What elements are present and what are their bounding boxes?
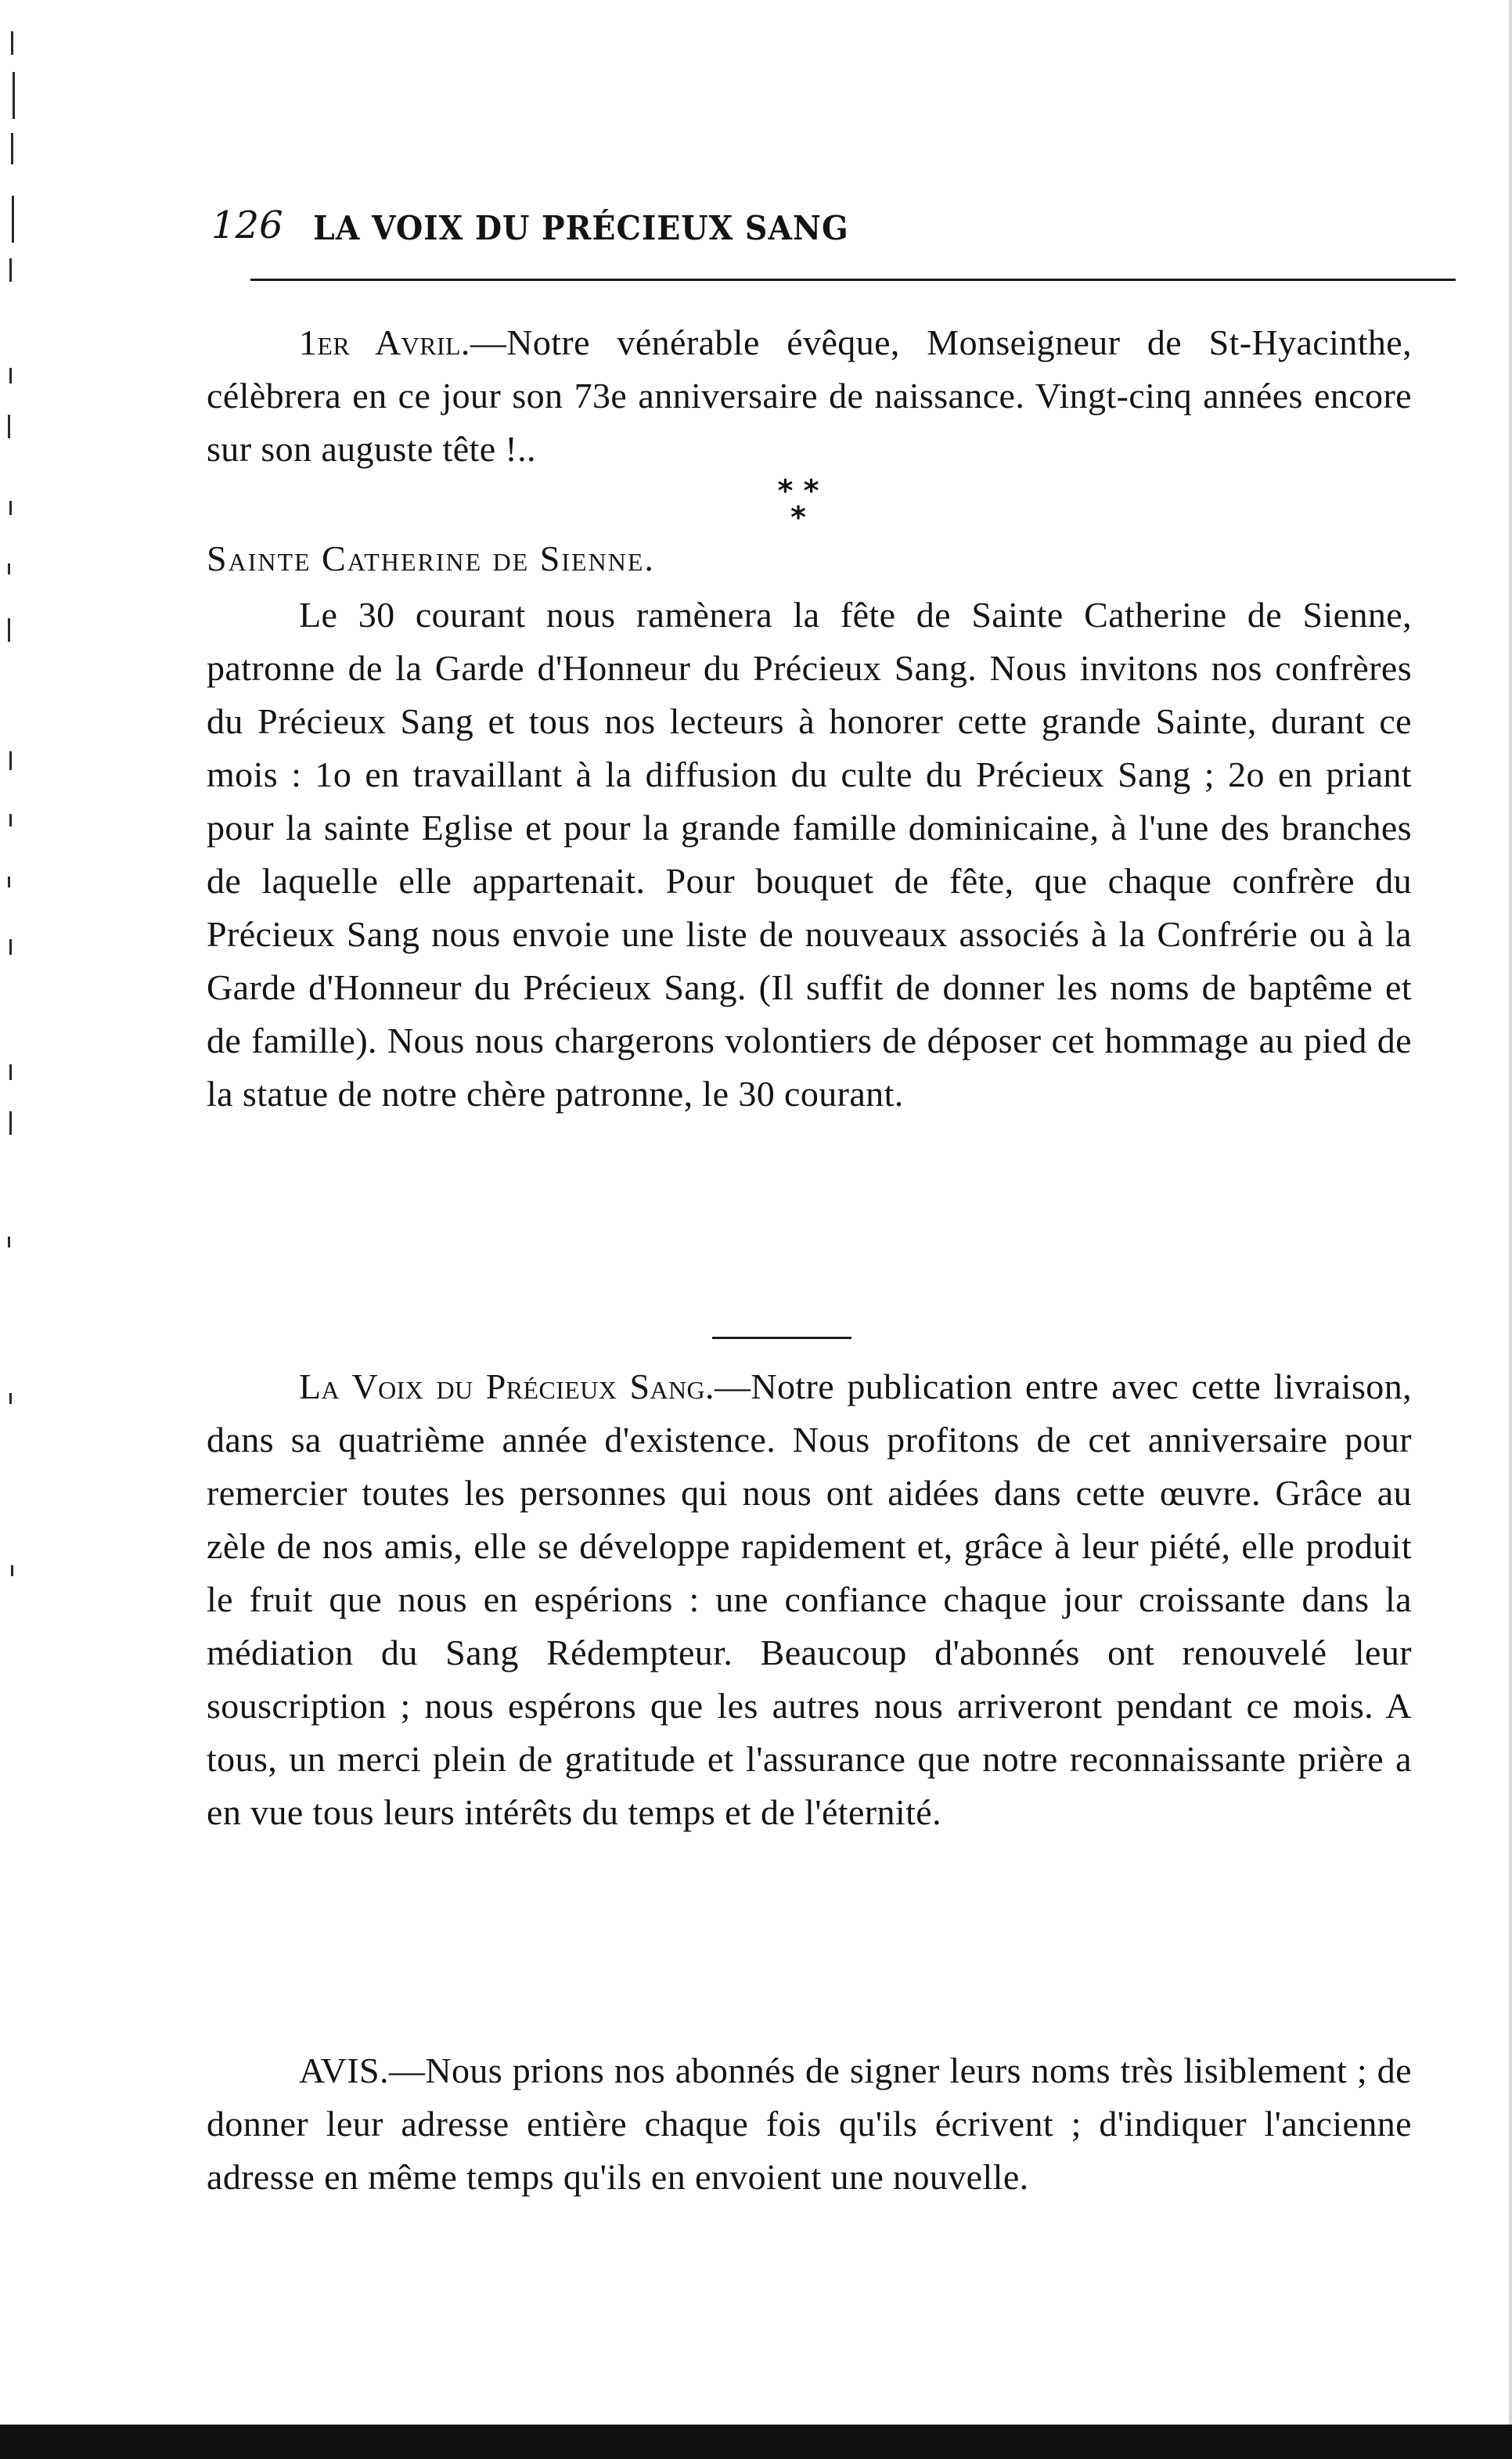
page-number: 126: [211, 203, 283, 247]
avril-text: —Notre vénérable évêque, Monseigneur de St-Hyacinthe, célèbrera en ce jour son 73e anniversaire de naissance. Vingt-cinq années encore sur son auguste tête !..: [207, 322, 1412, 469]
catherine-heading: Sainte Catherine de Sienne.: [207, 538, 655, 578]
paragraph-avril: [207, 316, 1412, 476]
section-divider: [712, 1337, 851, 1339]
section-asterism: [751, 473, 845, 535]
running-head: LA VOIX DU PRÉCIEUX SANG: [313, 209, 849, 247]
page-edge-shadow: [1509, 0, 1512, 2426]
page-header: [211, 197, 1417, 260]
voix-text: —Notre publication entre avec cette livraison, dans sa quatrième année d'existence. Nous profitons de cet anniversaire pour remercier toutes les personnes qui nous ont aidées dans cette œuvre. Grâce au zèle de nos amis, elle se développe rapidement et, grâce à leur piété, elle produit le fruit que nous en espérions : une confiance chaque jour croissante dans la médiation du Sang Rédempteur. Beaucoup d'abonnés ont renouvelé leur souscription ; nous espérons que les autres nous arriveront pendant ce mois. A tous, un merci plein de gratitude et l'assurance que notre reconnaissante prière a en vue tous leurs intérêts du temps et de l'éternité.: [207, 1366, 1412, 1832]
voix-label: La Voix du Précieux Sang.: [299, 1366, 715, 1406]
avis-text: —Nous prions nos abonnés de signer leurs noms très lisiblement ; de donner leur adresse entière chaque fois qu'ils écrivent ; d'indiquer l'ancienne adresse en même temps qu'ils en envoient une nouvelle.: [207, 2050, 1412, 2197]
avril-label: 1er Avril.: [299, 322, 470, 362]
paragraph-avis: [207, 2044, 1412, 2204]
scan-margin-marks: [0, 0, 23, 2426]
scan-bottom-edge: [0, 2425, 1512, 2459]
catherine-text: Le 30 courant nous ramènera la fête de Sainte Catherine de Sienne, patronne de la Garde d'Honneur du Précieux Sang. Nous invitons nos confrères du Précieux Sang et tous nos lecteurs à honorer cette grande Sainte, durant ce mois : 1o en travaillant à la diffusion du culte du Précieux Sang ; 2o en priant pour la sainte Eglise et pour la grande famille dominicaine, à l'une des branches de laquelle elle appartenait. Pour bouquet de fête, que chaque confrère du Précieux Sang nous envoie une liste de nouveaux associés à la Confrérie ou à la Garde d'Honneur du Précieux Sang. (Il suffit de donner les noms de baptême et de famille). Nous nous chargerons volontiers de déposer cet hommage au pied de la statue de notre chère patronne, le 30 courant.: [207, 595, 1412, 1114]
paragraph-voix: [207, 1360, 1412, 1839]
avis-label: AVIS.: [299, 2050, 389, 2090]
asterism-text: * * *: [777, 473, 819, 535]
header-rule: [250, 279, 1456, 281]
paragraph-catherine: [207, 589, 1412, 1121]
